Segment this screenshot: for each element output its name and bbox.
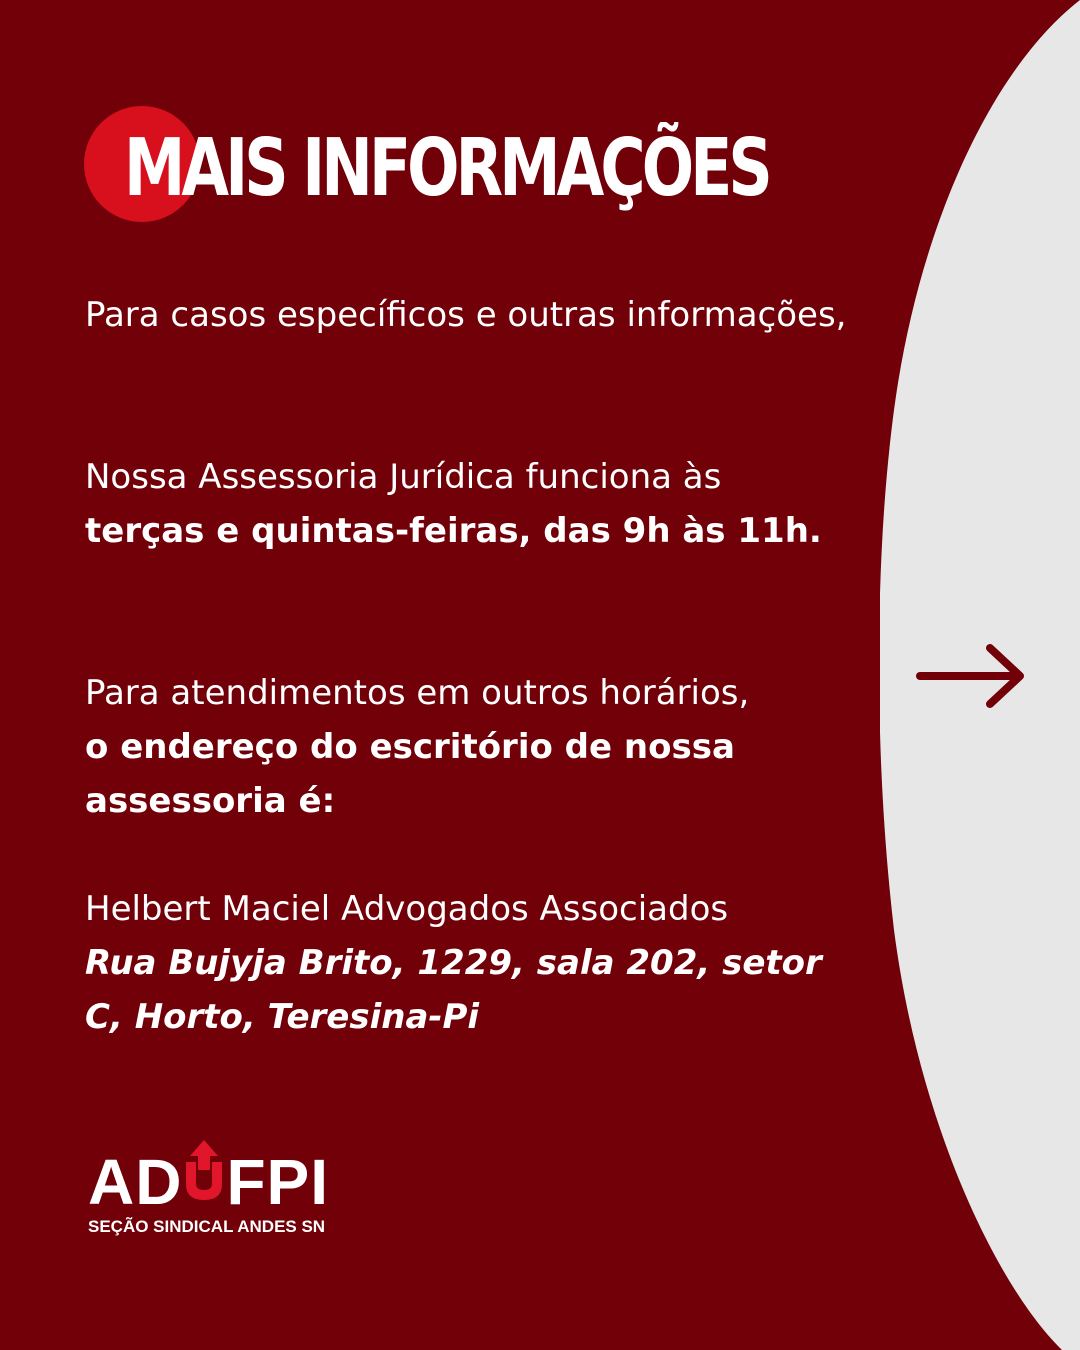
logo-u-arrow — [182, 1140, 226, 1215]
schedule-days: terças e quintas-feiras, das 9h às 11h. — [85, 511, 822, 551]
logo-word-left: AD — [88, 1146, 183, 1218]
office-name: Helbert Maciel Advogados Associados — [85, 889, 729, 929]
page-title: MAIS INFORMAÇÕES — [124, 122, 769, 214]
logo-word-right: FPI — [226, 1146, 329, 1218]
office-address: Rua Bujyja Brito, 1229, sala 202, setor C, Horto, Teresina-Pi — [85, 943, 822, 1037]
logo-tagline: SEÇÃO SINDICAL ANDES SN — [88, 1217, 326, 1236]
logo-wordmark — [88, 1140, 329, 1218]
schedule-paragraph — [85, 450, 865, 558]
address-intro-text: Para atendimentos em outros horários, — [85, 673, 750, 713]
arrow-right-icon[interactable] — [914, 642, 1030, 710]
address-intro-paragraph — [85, 666, 865, 828]
logo-up-arrow-icon — [182, 1140, 226, 1204]
address-intro-bold: o endereço do escritório de nossa assessoria é: — [85, 727, 735, 821]
adufpi-logo — [88, 1140, 329, 1237]
schedule-text: Nossa Assessoria Jurídica funciona às — [85, 457, 722, 497]
intro-text: Para casos específicos e outras informações, — [85, 295, 847, 335]
intro-paragraph — [85, 288, 865, 342]
address-paragraph — [85, 882, 865, 1044]
